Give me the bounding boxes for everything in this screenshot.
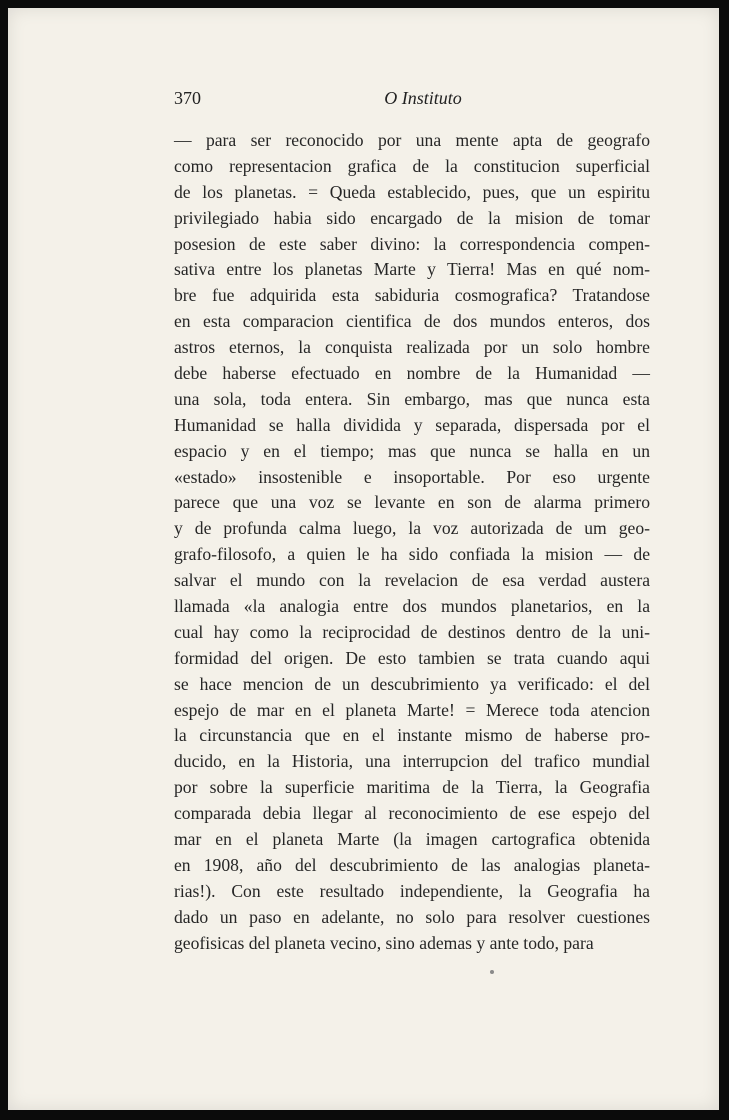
text-line: parece que una voz se levante en son de alarma primero — [174, 492, 650, 513]
text-line: como representacion grafica de la constitucion superficial — [174, 155, 650, 176]
text-line: mar en el planeta Marte (la imagen cartografica obtenida — [174, 829, 650, 850]
text-line: astros eternos, la conquista realizada por un solo hombre — [174, 337, 650, 358]
text-line: comparada debia llegar al reconocimiento de ese espejo del — [174, 803, 650, 824]
text-line: bre fue adquirida esta sabiduria cosmografica? Tratandose — [174, 285, 650, 306]
text-line: grafo-filosofo, a quien le ha sido confiada la mision — de — [174, 544, 650, 565]
text-line: en esta comparacion cientifica de dos mundos enteros, dos — [174, 311, 650, 332]
text-line: — para ser reconocido por una mente apta de geografo — [174, 130, 650, 150]
running-title: O Instituto — [384, 88, 462, 108]
text-line: la circunstancia que en el instante mismo de haberse pro- — [174, 725, 650, 746]
text-line: Humanidad se halla dividida y separada, dispersada por el — [174, 414, 650, 435]
text-line: sativa entre los planetas Marte y Tierra! Mas en qué nom- — [174, 259, 650, 280]
text-line: «estado» insostenible e insoportable. Por eso urgente — [174, 466, 650, 487]
text-line: posesion de este saber divino: la correspondencia compen- — [174, 233, 650, 254]
text-line: debe haberse efectuado en nombre de la Humanidad — — [174, 363, 650, 384]
text-line: espejo de mar en el planeta Marte! = Merece toda atencion — [174, 699, 650, 720]
text-line: se hace mencion de un descubrimiento ya verificado: el del — [174, 673, 650, 694]
text-line: llamada «la analogia entre dos mundos planetarios, en la — [174, 596, 650, 617]
text-line: dado un paso en adelante, no solo para resolver cuestiones — [174, 906, 650, 927]
text-line: ducido, en la Historia, una interrupcion del trafico mundial — [174, 751, 650, 772]
text-line: geofisicas del planeta vecino, sino ademas y ante todo, para — [174, 932, 594, 953]
text-line: rias!). Con este resultado independiente, la Geografia ha — [174, 880, 650, 901]
text-line: espacio y en el tiempo; mas que nunca se halla en un — [174, 440, 650, 461]
book-page — [8, 8, 719, 1110]
text-line: de los planetas. = Queda establecido, pues, que un espiritu — [174, 181, 650, 202]
text-line: y de profunda calma luego, la voz autorizada de um geo- — [174, 518, 650, 539]
text-line: en 1908, año del descubrimiento de las analogias planeta- — [174, 854, 650, 875]
text-line: por sobre la superficie maritima de la Tierra, la Geografia — [174, 777, 650, 798]
text-line: una sola, toda entera. Sin embargo, mas que nunca esta — [174, 388, 650, 409]
page-header — [174, 88, 652, 112]
text-line: formidad del origen. De esto tambien se trata cuando aqui — [174, 647, 650, 668]
body-text — [174, 128, 650, 957]
text-line: salvar el mundo con la revelacion de esa verdad austera — [174, 570, 650, 591]
text-line: cual hay como la reciprocidad de destinos dentro de la uni- — [174, 621, 650, 642]
text-line: privilegiado habia sido encargado de la mision de tomar — [174, 207, 650, 228]
ink-speck — [490, 970, 494, 974]
page-number: 370 — [174, 88, 201, 108]
